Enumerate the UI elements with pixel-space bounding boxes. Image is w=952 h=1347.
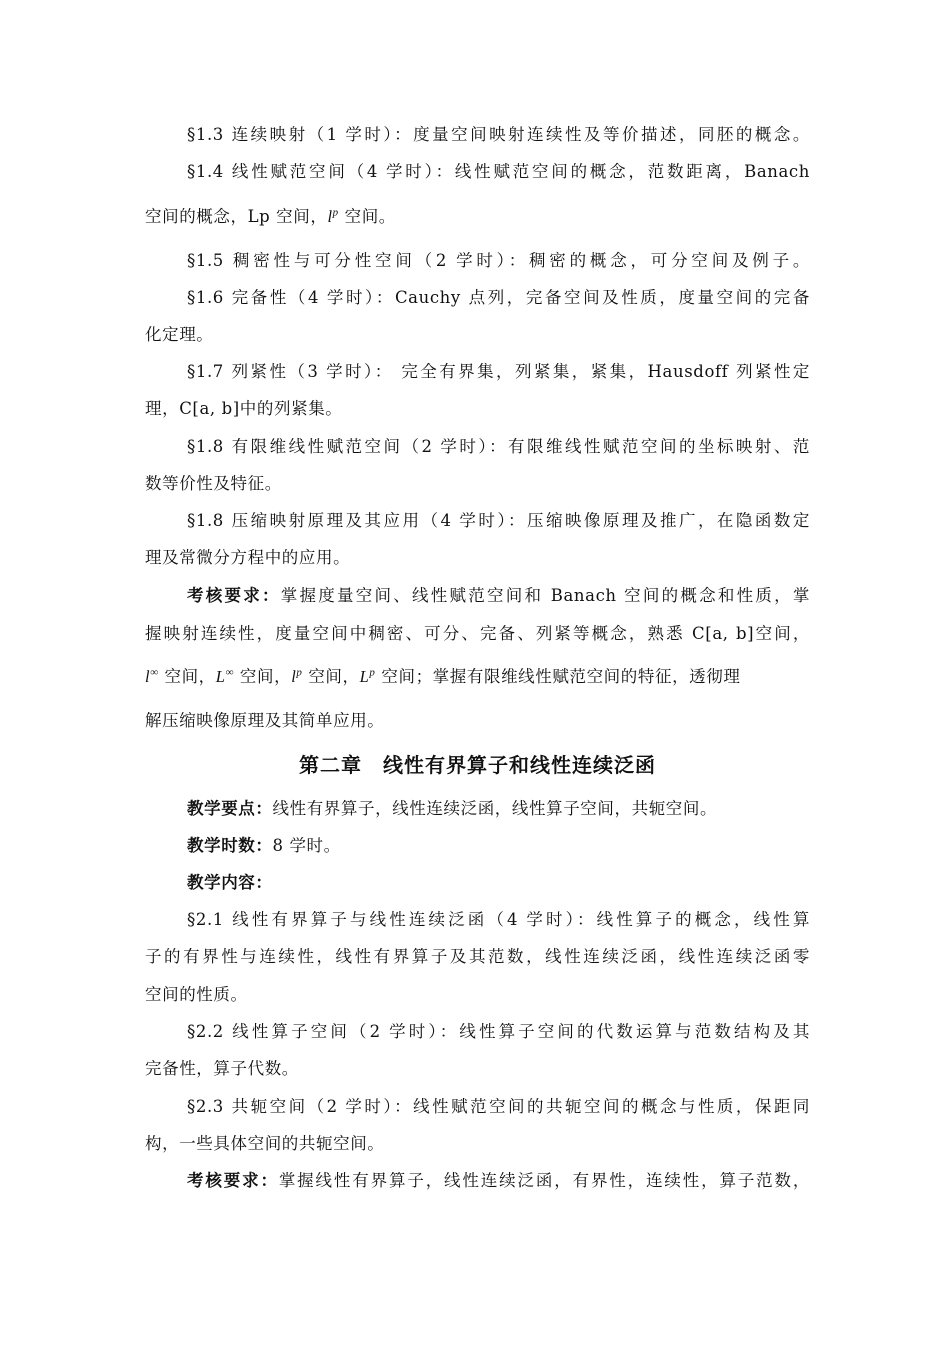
section-1-6-line1: §1.6 完备性（4 学时）：Cauchy 点列，完备空间及性质，度量空间的完备 <box>187 288 810 307</box>
section-2-3-line2: 构，一些具体空间的共轭空间。 <box>145 1134 385 1153</box>
assess2-line1: 考核要求：掌握线性有界算子，线性连续泛函，有界性，连续性，算子范数， <box>187 1171 811 1190</box>
chapter-title: 第二章 线性有界算子和线性连续泛函 <box>299 753 656 777</box>
lp-symbol: $l^p$ <box>327 206 339 226</box>
section-2-1-line3: 空间的性质。 <box>145 985 248 1004</box>
section-1-5: §1.5 稠密性与可分性空间（2 学时）：稠密的概念，可分空间及例子。 <box>187 251 810 270</box>
assess1-line4: 解压缩映像原理及其简单应用。 <box>145 711 385 730</box>
section-1-3: §1.3 连续映射（1 学时）：度量空间映射连续性及等价描述，同胚的概念。 <box>187 125 810 144</box>
section-1-8a-line1: §1.8 有限维线性赋范空间（2 学时）：有限维线性赋范空间的坐标映射、范 <box>187 437 810 456</box>
section-1-6-line2: 化定理。 <box>145 325 214 344</box>
section-2-1-line1: §2.1 线性有界算子与线性连续泛函（4 学时）：线性算子的概念，线性算 <box>187 910 810 929</box>
section-2-3-line1: §2.3 共轭空间（2 学时）：线性赋范空间的共轭空间的概念与性质，保距同 <box>187 1097 810 1116</box>
section-1-4-line1: §1.4 线性赋范空间（4 学时）：线性赋范空间的概念，范数距离，Banach <box>187 162 810 181</box>
assess1-line3: l∞ 空间，L∞ 空间，$l^p$ 空间，$L^p$ 空间；掌握有限维线性赋范空间的特征，透彻理 <box>145 666 741 686</box>
section-1-7-line2: 理，C[a, b]中的列紧集。 <box>145 399 343 418</box>
assess1-line1: 考核要求：掌握度量空间、线性赋范空间和 Banach 空间的概念和性质，掌 <box>187 586 811 605</box>
section-1-8a-line2: 数等价性及特征。 <box>145 474 282 493</box>
teaching-points: 教学要点：线性有界算子，线性连续泛函，线性算子空间，共轭空间。 <box>187 799 718 818</box>
section-2-2-line2: 完备性，算子代数。 <box>145 1059 299 1078</box>
section-2-2-line1: §2.2 线性算子空间（2 学时）：线性算子空间的代数运算与范数结构及其 <box>187 1022 810 1041</box>
teaching-hours: 教学时数：8 学时。 <box>187 836 341 855</box>
section-1-4-line2: 空间的概念，Lp 空间，$l^p$ 空间。 <box>145 206 396 226</box>
assess1-line2: 握映射连续性，度量空间中稠密、可分、完备、列紧等概念，熟悉 C[a, b]空间， <box>145 624 810 643</box>
section-2-1-line2: 子的有界性与连续性，线性有界算子及其范数，线性连续泛函，线性连续泛函零 <box>145 947 810 966</box>
section-1-8b-line1: §1.8 压缩映射原理及其应用（4 学时）：压缩映像原理及推广，在隐函数定 <box>187 511 810 530</box>
section-1-7-line1: §1.7 列紧性（3 学时）： 完全有界集，列紧集，紧集，Hausdoff 列紧性定 <box>187 362 810 381</box>
teaching-content-label: 教学内容： <box>187 873 273 892</box>
section-1-8b-line2: 理及常微分方程中的应用。 <box>145 548 351 567</box>
